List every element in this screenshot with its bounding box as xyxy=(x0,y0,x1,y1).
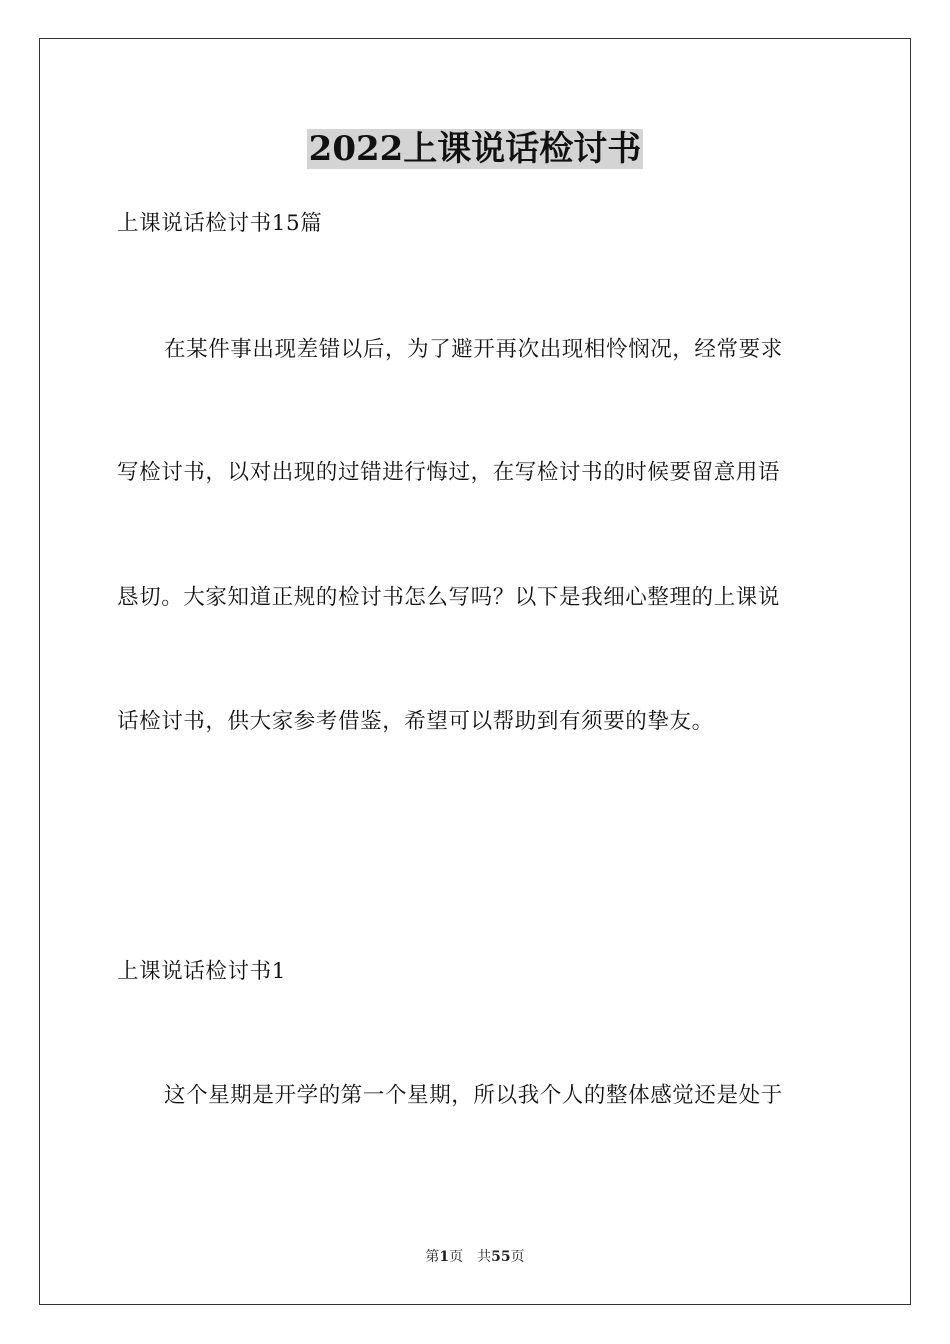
paragraph-line: 恳切。大家知道正规的检讨书怎么写吗？以下是我细心整理的上课说 xyxy=(117,585,781,610)
page-suffix: 页 xyxy=(449,1249,464,1265)
subtitle-line: 上课说话检讨书15篇 xyxy=(117,211,323,236)
paragraph-line: 这个星期是开学的第一个星期，所以我个人的整体感觉还是处于 xyxy=(164,1083,783,1108)
paragraph-line: 话检讨书，供大家参考借鉴，希望可以帮助到有须要的挚友。 xyxy=(117,709,714,734)
page-footer xyxy=(0,1247,950,1267)
document-title xyxy=(0,127,950,171)
total-prefix: 共 xyxy=(477,1249,492,1265)
paragraph-line: 在某件事出现差错以后，为了避开再次出现相怜悯况，经常要求 xyxy=(164,337,783,362)
page-prefix: 第 xyxy=(425,1249,440,1265)
total-pages: 55 xyxy=(491,1249,511,1265)
document-title-text: 2022上课说话检讨书 xyxy=(308,129,642,169)
paragraph-line: 写检讨书，以对出现的过错进行悔过，在写检讨书的时候要留意用语 xyxy=(117,460,781,485)
total-suffix: 页 xyxy=(510,1249,525,1265)
section-heading: 上课说话检讨书1 xyxy=(117,959,286,984)
page-number: 1 xyxy=(439,1249,450,1265)
